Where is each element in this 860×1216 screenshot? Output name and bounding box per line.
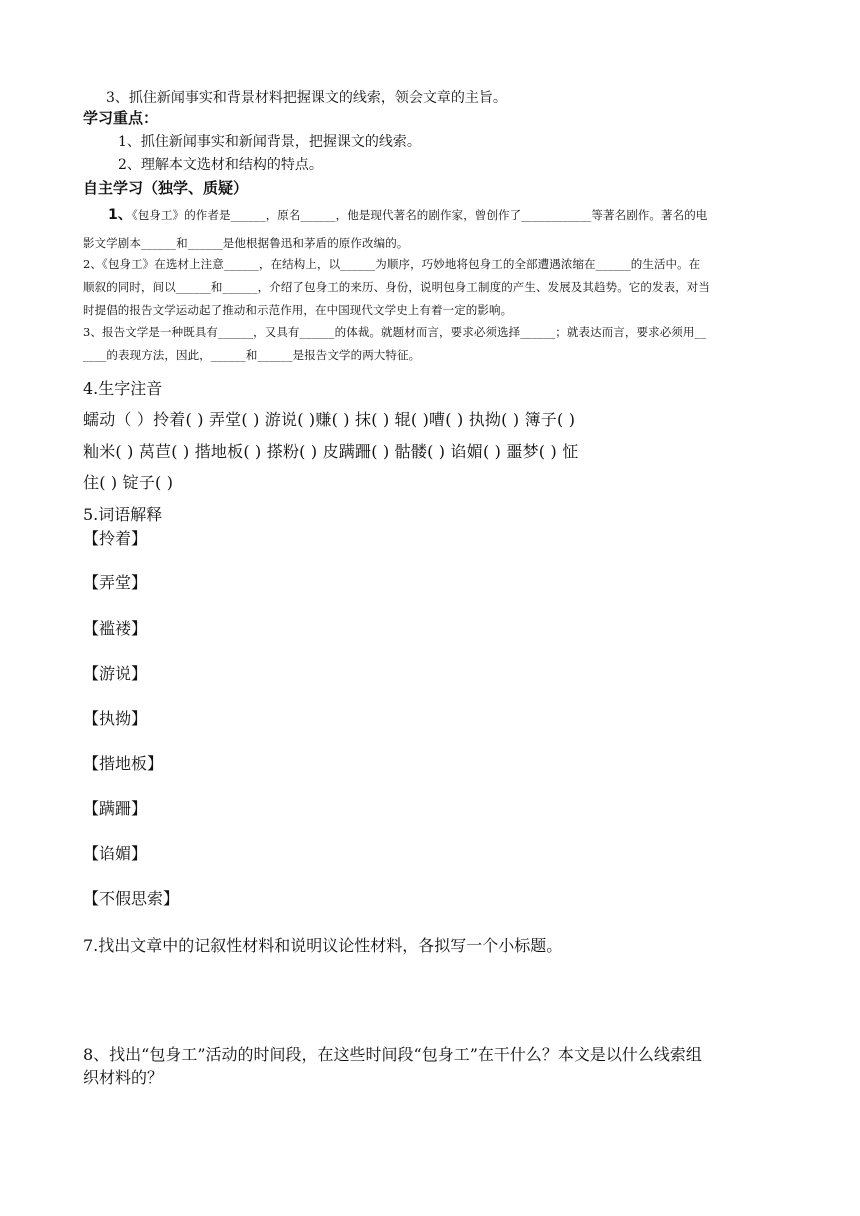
question-8-line-1: 8、找出“包身工”活动的时间段，在这些时间段“包身工”在干什么？本文是以什么线索组 — [83, 1045, 702, 1064]
vocab-item: 【揩地板】 — [83, 754, 164, 773]
pinyin-title: 4.生字注音 — [83, 379, 163, 398]
vocab-title: 5.词语解释 — [83, 505, 163, 524]
pinyin-row-1: 蠕动（ ）拎着( ) 弄堂( ) 游说( )赚( ) 抹( ) 辊( )嘈( ) 执拗( ) 簿子( ) — [83, 410, 576, 429]
question-3-line-2: ____的表现方法，因此，______和______是报告文学的两大特征。 — [83, 348, 421, 362]
question-1-number: 1、 — [108, 207, 132, 223]
vocab-item: 【谄媚】 — [83, 844, 148, 863]
vocab-item: 【执拗】 — [83, 709, 148, 728]
objective-3: 3、抓住新闻事实和背景材料把握课文的线索，领会文章的主旨。 — [106, 90, 507, 106]
vocab-item: 【蹒跚】 — [83, 799, 148, 818]
question-2-line-2: 顺叙的同时，间以______和______，介绍了包身工的来历、身份，说明包身工制度的产生、发展及其趋势。它的发表，对当 — [83, 280, 710, 294]
question-8-line-2: 织材料的？ — [83, 1068, 164, 1087]
pinyin-row-3: 住( ) 锭子( ) — [83, 473, 174, 492]
pinyin-row-2: 籼米( ) 莴苣( ) 揩地板( ) 搽粉( ) 皮蹒跚( ) 骷髅( ) 谄媚( ) 噩梦( ) 怔 — [83, 442, 579, 461]
self-study-title: 自主学习（独学、质疑） — [83, 179, 249, 197]
question-3-line-1: 3、报告文学是一种既具有______，又具有______的体裁。就题材而言，要求必须选择______；就表达而言，要求必须用__ — [83, 325, 707, 339]
key-point-2: 2、理解本文选材和结构的特点。 — [118, 157, 323, 173]
vocab-item: 【游说】 — [83, 664, 148, 683]
question-7: 7.找出文章中的记叙性材料和说明议论性材料，各拟写一个小标题。 — [83, 936, 563, 955]
question-1-line-2: 影文学剧本______和______是他根据鲁迅和茅盾的原作改编的。 — [83, 236, 409, 250]
vocab-item: 【不假思索】 — [83, 889, 180, 908]
vocab-item: 【拎着】 — [83, 529, 148, 548]
vocab-item: 【褴褛】 — [83, 619, 148, 638]
question-1 — [108, 204, 707, 224]
question-2-line-1: 2、《包身工》在选材上注意______，在结构上，以______为顺序，巧妙地将包身工的全部遭遇浓缩在______的生活中。在 — [83, 257, 701, 271]
question-2-line-3: 时提倡的报告文学运动起了推动和示范作用，在中国现代文学史上有着一定的影响。 — [83, 303, 513, 317]
key-point-1: 1、抓住新闻事实和新闻背景，把握课文的线索。 — [118, 134, 421, 150]
vocab-item: 【弄堂】 — [83, 573, 148, 592]
question-1-line-1: 《包身工》的作者是______，原名______，他是现代著名的剧作家，曾创作了____________等著名剧作。著名的电 — [131, 208, 708, 222]
key-points-title: 学习重点： — [83, 109, 159, 127]
